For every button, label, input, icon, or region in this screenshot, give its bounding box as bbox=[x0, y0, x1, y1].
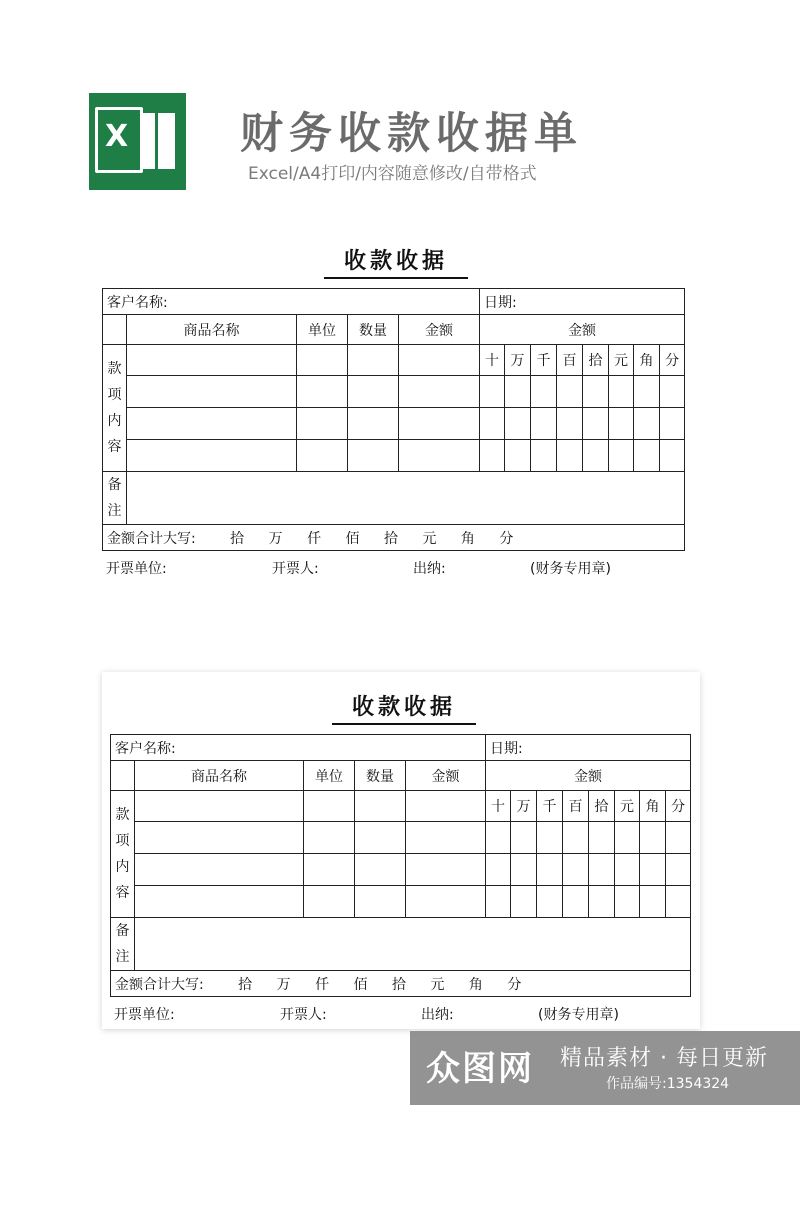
total-unit: 万 bbox=[276, 976, 291, 993]
total-label: 金额合计大写: bbox=[115, 976, 204, 993]
form-title: 收款收据 bbox=[332, 690, 476, 725]
item-cell[interactable] bbox=[135, 822, 304, 854]
item-cell[interactable] bbox=[399, 440, 480, 472]
remark-char: 注 bbox=[115, 949, 130, 965]
item-cell[interactable] bbox=[355, 854, 406, 886]
digit-cell[interactable] bbox=[615, 886, 640, 918]
item-cell[interactable] bbox=[127, 345, 297, 376]
header-amount-split: 金额 bbox=[486, 761, 691, 791]
total-unit: 仟 bbox=[307, 530, 322, 547]
table-row bbox=[103, 408, 685, 440]
digit-cell[interactable] bbox=[505, 376, 531, 408]
total-unit: 仟 bbox=[315, 976, 330, 993]
digit-cell[interactable] bbox=[640, 822, 666, 854]
digit-cell[interactable] bbox=[609, 440, 634, 472]
item-cell[interactable] bbox=[406, 854, 486, 886]
header-amount-split: 金额 bbox=[480, 315, 685, 345]
total-unit: 分 bbox=[499, 530, 514, 547]
unit-header-cell: 拾 bbox=[589, 791, 615, 822]
digit-cell[interactable] bbox=[666, 822, 691, 854]
digit-cell[interactable] bbox=[511, 822, 537, 854]
unit-header-cell: 万 bbox=[511, 791, 537, 822]
customer-name-label: 客户名称: bbox=[115, 740, 176, 757]
digit-cell[interactable] bbox=[583, 376, 609, 408]
unit-header-cell: 分 bbox=[660, 345, 685, 376]
total-cell[interactable] bbox=[111, 971, 691, 997]
item-cell[interactable] bbox=[399, 345, 480, 376]
side-char: 容 bbox=[107, 439, 122, 455]
issuer-person-label: 开票人: bbox=[272, 561, 319, 577]
customer-name-label: 客户名称: bbox=[107, 294, 168, 311]
watermark-code: 作品编号:1354324 bbox=[606, 1076, 730, 1092]
header-qty: 数量 bbox=[348, 315, 399, 345]
total-unit: 拾 bbox=[383, 530, 398, 547]
item-cell[interactable] bbox=[355, 822, 406, 854]
total-unit: 佰 bbox=[353, 976, 368, 993]
item-cell[interactable] bbox=[355, 886, 406, 918]
remark-char: 备 bbox=[115, 923, 130, 939]
unit-header-cell: 角 bbox=[640, 791, 666, 822]
digit-cell[interactable] bbox=[557, 440, 583, 472]
digit-cell[interactable] bbox=[480, 440, 505, 472]
unit-header-cell: 十 bbox=[486, 791, 511, 822]
excel-grid-icon bbox=[141, 113, 175, 169]
digit-cell[interactable] bbox=[640, 854, 666, 886]
item-cell[interactable] bbox=[355, 791, 406, 822]
cashier-label: 出纳: bbox=[413, 561, 446, 577]
total-unit: 分 bbox=[507, 976, 522, 993]
digit-cell[interactable] bbox=[666, 854, 691, 886]
total-unit: 角 bbox=[468, 976, 483, 993]
receipt-form-1 bbox=[102, 244, 686, 584]
customer-name-cell[interactable] bbox=[111, 735, 486, 761]
page-title: 财务收款收据单 bbox=[240, 109, 583, 159]
side-char: 内 bbox=[115, 859, 130, 875]
watermark-slogan: 精品素材 · 每日更新 bbox=[560, 1046, 768, 1071]
table-row bbox=[111, 854, 691, 886]
item-cell[interactable] bbox=[297, 440, 348, 472]
side-char: 款 bbox=[107, 361, 122, 377]
item-cell[interactable] bbox=[406, 822, 486, 854]
digit-cell[interactable] bbox=[589, 886, 615, 918]
unit-header-cell: 拾 bbox=[583, 345, 609, 376]
issuer-unit-label: 开票单位: bbox=[114, 1007, 175, 1023]
item-cell[interactable] bbox=[135, 791, 304, 822]
side-char: 项 bbox=[115, 833, 130, 849]
header-amount: 金额 bbox=[399, 315, 480, 345]
unit-header-cell: 十 bbox=[480, 345, 505, 376]
excel-logo bbox=[89, 93, 186, 190]
digit-cell[interactable] bbox=[537, 822, 563, 854]
item-cell[interactable] bbox=[304, 791, 355, 822]
digit-cell[interactable] bbox=[557, 408, 583, 440]
item-cell[interactable] bbox=[406, 791, 486, 822]
item-cell[interactable] bbox=[406, 886, 486, 918]
total-unit: 拾 bbox=[391, 976, 406, 993]
item-cell[interactable] bbox=[135, 854, 304, 886]
digit-cell[interactable] bbox=[589, 854, 615, 886]
total-unit: 拾 bbox=[230, 530, 245, 547]
digit-cell[interactable] bbox=[563, 822, 589, 854]
digit-cell[interactable] bbox=[634, 408, 660, 440]
digit-cell[interactable] bbox=[589, 822, 615, 854]
item-cell[interactable] bbox=[297, 408, 348, 440]
watermark-brand: 众图网 bbox=[426, 1049, 534, 1089]
remark-char: 备 bbox=[107, 477, 122, 493]
unit-header-cell: 元 bbox=[609, 345, 634, 376]
digit-cell[interactable] bbox=[505, 440, 531, 472]
total-unit: 万 bbox=[268, 530, 283, 547]
item-cell[interactable] bbox=[127, 440, 297, 472]
item-cell[interactable] bbox=[348, 376, 399, 408]
header-product: 商品名称 bbox=[127, 315, 297, 345]
form-title: 收款收据 bbox=[324, 244, 468, 279]
item-cell[interactable] bbox=[348, 345, 399, 376]
item-cell[interactable] bbox=[297, 345, 348, 376]
excel-x-letter: X bbox=[105, 119, 129, 154]
remark-label-cell bbox=[111, 918, 135, 971]
digit-cell[interactable] bbox=[557, 376, 583, 408]
total-unit: 元 bbox=[422, 530, 437, 547]
digit-cell[interactable] bbox=[511, 854, 537, 886]
cashier-label: 出纳: bbox=[421, 1007, 454, 1023]
header-unit: 单位 bbox=[297, 315, 348, 345]
unit-header-cell: 角 bbox=[634, 345, 660, 376]
digit-cell[interactable] bbox=[634, 376, 660, 408]
customer-name-cell[interactable] bbox=[103, 289, 480, 315]
side-char: 项 bbox=[107, 387, 122, 403]
unit-header-cell: 千 bbox=[537, 791, 563, 822]
total-unit: 佰 bbox=[345, 530, 360, 547]
item-cell[interactable] bbox=[348, 440, 399, 472]
issuer-person-label: 开票人: bbox=[280, 1007, 327, 1023]
digit-cell[interactable] bbox=[531, 440, 557, 472]
date-label: 日期: bbox=[490, 740, 523, 757]
digit-cell[interactable] bbox=[583, 440, 609, 472]
total-cell[interactable] bbox=[103, 525, 685, 551]
digit-cell[interactable] bbox=[615, 822, 640, 854]
table-row bbox=[103, 376, 685, 408]
side-char: 款 bbox=[115, 807, 130, 823]
item-cell[interactable] bbox=[127, 408, 297, 440]
side-label-cell bbox=[111, 791, 135, 918]
item-cell[interactable] bbox=[297, 376, 348, 408]
digit-cell[interactable] bbox=[563, 886, 589, 918]
side-char: 内 bbox=[107, 413, 122, 429]
digit-cell[interactable] bbox=[511, 886, 537, 918]
watermark bbox=[410, 1031, 800, 1105]
issuer-unit-label: 开票单位: bbox=[106, 561, 167, 577]
header-unit: 单位 bbox=[304, 761, 355, 791]
item-cell[interactable] bbox=[304, 886, 355, 918]
digit-cell[interactable] bbox=[531, 376, 557, 408]
total-unit: 元 bbox=[430, 976, 445, 993]
item-cell[interactable] bbox=[304, 822, 355, 854]
digit-cell[interactable] bbox=[609, 376, 634, 408]
table-row bbox=[111, 822, 691, 854]
digit-cell[interactable] bbox=[609, 408, 634, 440]
remark-label-cell bbox=[103, 472, 127, 525]
table-row bbox=[103, 440, 685, 472]
digit-cell[interactable] bbox=[563, 854, 589, 886]
item-cell[interactable] bbox=[135, 886, 304, 918]
unit-header-cell: 分 bbox=[666, 791, 691, 822]
digit-cell[interactable] bbox=[480, 376, 505, 408]
digit-cell[interactable] bbox=[660, 376, 685, 408]
unit-header-cell: 万 bbox=[505, 345, 531, 376]
unit-header-cell: 元 bbox=[615, 791, 640, 822]
side-label-cell bbox=[103, 345, 127, 472]
digit-cell[interactable] bbox=[505, 408, 531, 440]
seal-label: (财务专用章) bbox=[530, 561, 611, 577]
corner-cell bbox=[103, 315, 127, 345]
item-cell[interactable] bbox=[348, 408, 399, 440]
item-cell[interactable] bbox=[399, 408, 480, 440]
header-product: 商品名称 bbox=[135, 761, 304, 791]
digit-cell[interactable] bbox=[486, 854, 511, 886]
digit-cell[interactable] bbox=[486, 886, 511, 918]
item-cell[interactable] bbox=[304, 854, 355, 886]
table-row bbox=[111, 886, 691, 918]
receipt-table bbox=[110, 734, 691, 997]
unit-header-cell: 百 bbox=[563, 791, 589, 822]
unit-header-cell: 百 bbox=[557, 345, 583, 376]
page-subtitle: Excel/A4打印/内容随意修改/自带格式 bbox=[248, 164, 537, 184]
corner-cell bbox=[111, 761, 135, 791]
digit-cell[interactable] bbox=[640, 886, 666, 918]
remark-cell[interactable] bbox=[135, 918, 691, 971]
item-cell[interactable] bbox=[127, 376, 297, 408]
total-unit: 拾 bbox=[238, 976, 253, 993]
date-cell[interactable] bbox=[480, 289, 685, 315]
side-char: 容 bbox=[115, 885, 130, 901]
digit-cell[interactable] bbox=[537, 854, 563, 886]
digit-cell[interactable] bbox=[634, 440, 660, 472]
unit-header-cell: 千 bbox=[531, 345, 557, 376]
digit-cell[interactable] bbox=[480, 408, 505, 440]
digit-cell[interactable] bbox=[615, 854, 640, 886]
receipt-form-2 bbox=[110, 690, 694, 1030]
remark-char: 注 bbox=[107, 503, 122, 519]
receipt-table bbox=[102, 288, 685, 551]
digit-cell[interactable] bbox=[660, 408, 685, 440]
digit-cell[interactable] bbox=[486, 822, 511, 854]
header-amount: 金额 bbox=[406, 761, 486, 791]
digit-cell[interactable] bbox=[537, 886, 563, 918]
header-qty: 数量 bbox=[355, 761, 406, 791]
date-label: 日期: bbox=[484, 294, 517, 311]
total-unit: 角 bbox=[460, 530, 475, 547]
digit-cell[interactable] bbox=[531, 408, 557, 440]
item-cell[interactable] bbox=[399, 376, 480, 408]
digit-cell[interactable] bbox=[660, 440, 685, 472]
digit-cell[interactable] bbox=[666, 886, 691, 918]
total-label: 金额合计大写: bbox=[107, 530, 196, 547]
date-cell[interactable] bbox=[486, 735, 691, 761]
digit-cell[interactable] bbox=[583, 408, 609, 440]
seal-label: (财务专用章) bbox=[538, 1007, 619, 1023]
remark-cell[interactable] bbox=[127, 472, 685, 525]
